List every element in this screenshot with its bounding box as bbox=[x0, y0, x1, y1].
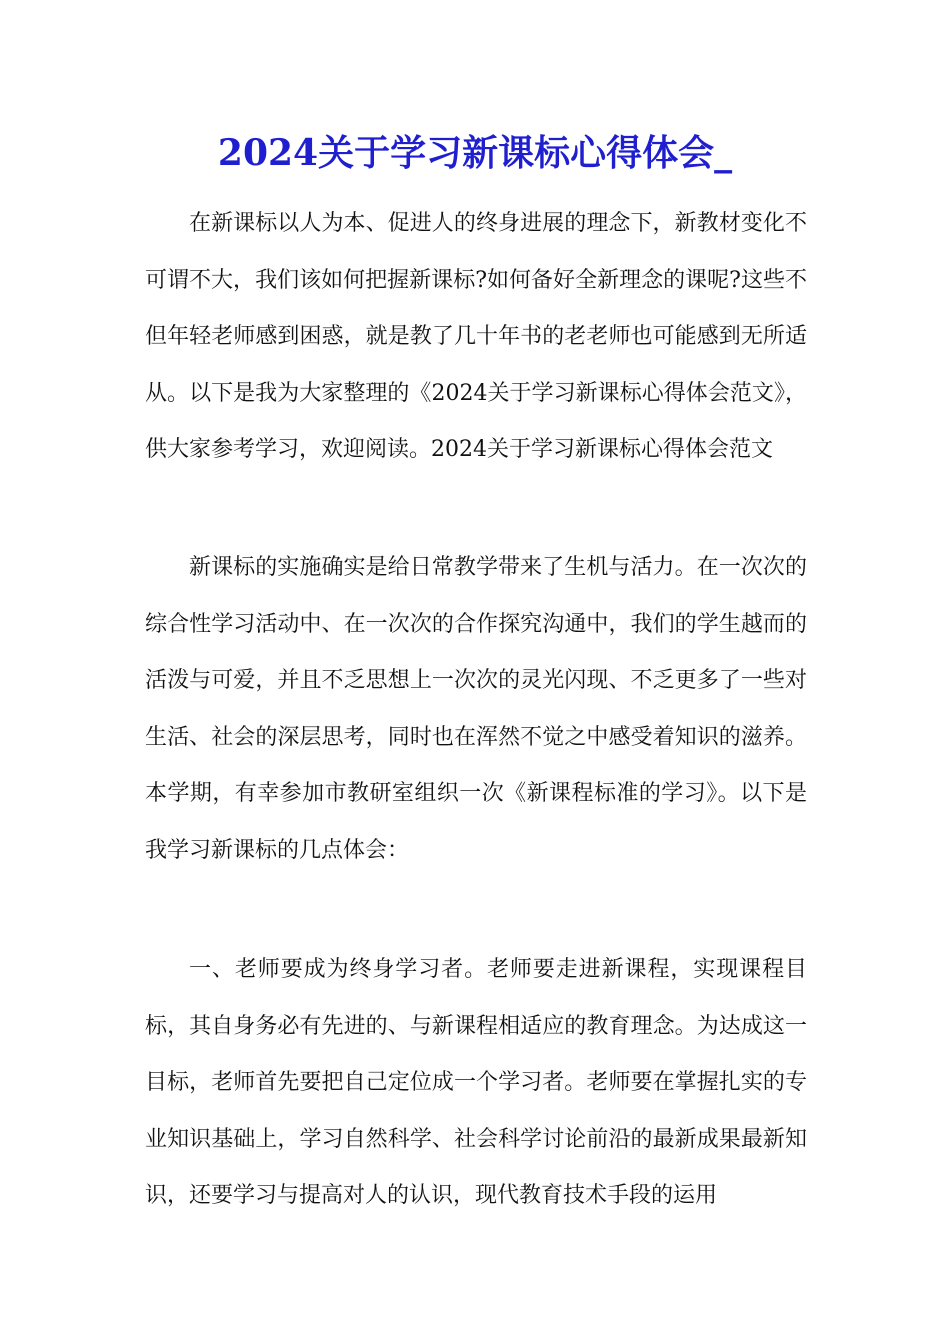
paragraph-point-one: 一、老师要成为终身学习者。老师要走进新课程，实现课程目标，其自身务必有先进的、与新课程相适应的教育理念。为达成这一目标，老师首先要把自己定位成一个学习者。老师要在掌握扎实的专业知识基础上，学习自然科学、社会科学讨论前沿的最新成果最新知识，还要学习与提高对人的认识，现代教育技术手段的运用 bbox=[145, 957, 807, 1209]
paragraph-implementation: 新课标的实施确实是给日常教学带来了生机与活力。在一次次的综合性学习活动中、在一次次的合作探究沟通中，我们的学生越而的活泼与可爱，并且不乏思想上一次次的灵光闪现、不乏更多了一些对生活、社会的深层思考，同时也在浑然不觉之中感受着知识的滋养。本学期，有幸参加市教研室组织一次《新课程标准的学习》。以下是我学习新课标的几点体会： bbox=[145, 555, 807, 863]
paragraph-intro: 在新课标以人为本、促进人的终身进展的理念下，新教材变化不可谓不大，我们该如何把握新课标?如何备好全新理念的课呢?这些不但年轻老师感到困惑，就是教了几十年书的老老师也可能感到无所适从。以下是我为大家整理的《2024关于学习新课标心得体会范文》，供大家参考学习，欢迎阅读。2024关于学习新课标心得体会范文 bbox=[145, 211, 807, 463]
page-title: 2024关于学习新课标心得体会_ bbox=[217, 132, 733, 174]
